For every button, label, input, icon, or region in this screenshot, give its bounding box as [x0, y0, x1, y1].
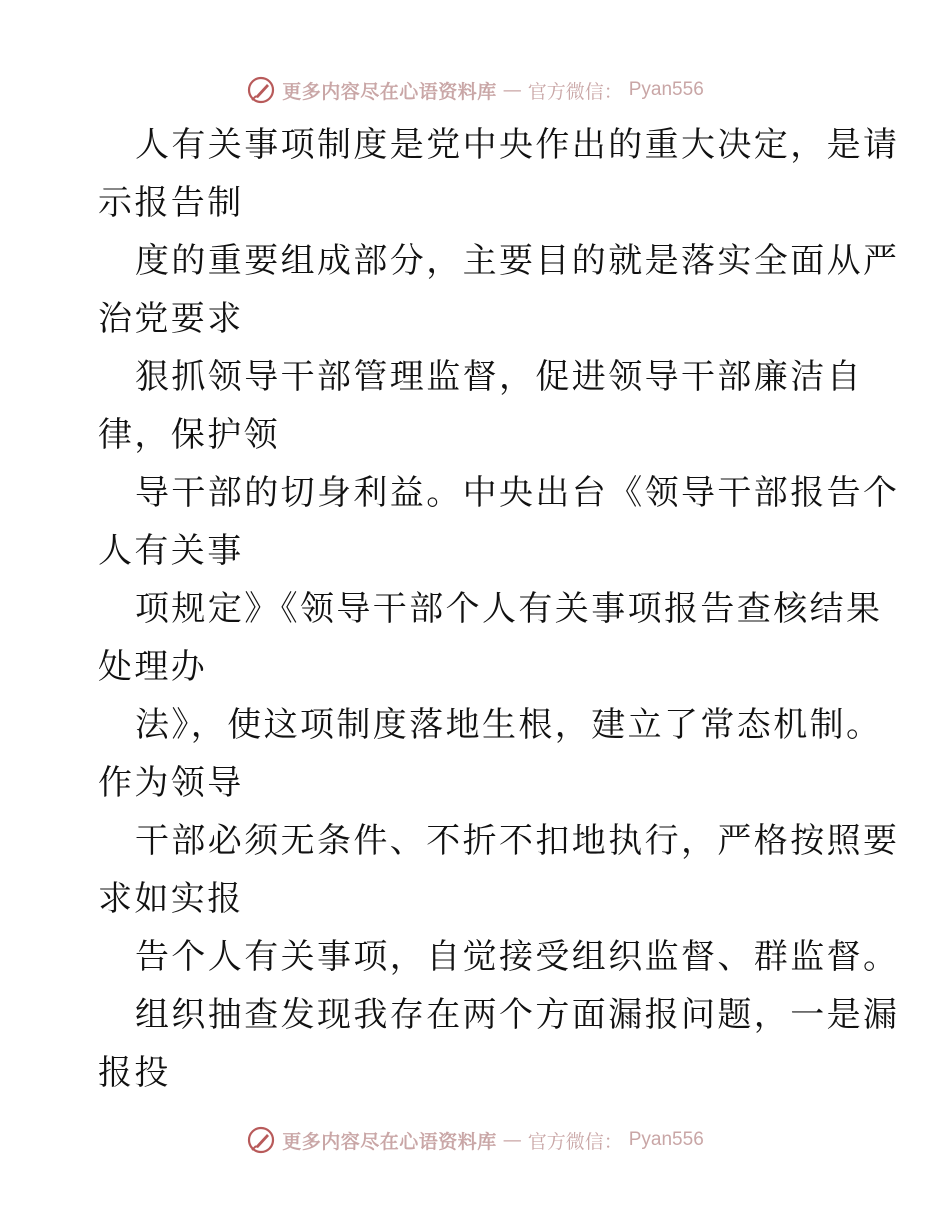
text-line: 律，保护领 [98, 415, 280, 455]
text-line: 处理办 [98, 647, 208, 687]
text-line: 度的重要组成部分，主要目的就是落实全面从严 [135, 241, 900, 281]
watermark-wechat-id: Pyan556 [628, 79, 704, 100]
footer-watermark [0, 1122, 950, 1158]
header-watermark [0, 72, 950, 108]
document-body [98, 116, 900, 1102]
text-line: 狠抓领导干部管理监督，促进领导干部廉洁自 [135, 357, 863, 397]
watermark-text: 更多内容尽在心语资料库 [282, 80, 497, 103]
watermark-wechat-id: Pyan556 [628, 1129, 704, 1150]
text-line: 导干部的切身利益。中央出台《领导干部报告个 [135, 473, 900, 513]
text-line: 作为领导 [98, 763, 244, 803]
text-line: 治党要求 [98, 299, 244, 339]
text-line: 项规定》《领导干部个人有关事项报告查核结果 [135, 589, 883, 629]
feather-pen-logo-icon [246, 75, 276, 105]
watermark-dash: — [502, 1129, 522, 1151]
text-line: 人有关事 [98, 531, 244, 571]
text-line: 干部必须无条件、不折不扣地执行，严格按照要 [135, 821, 900, 861]
watermark-dash: — [502, 79, 522, 101]
watermark-wechat-label: 官方微信： [527, 1130, 623, 1153]
text-line: 求如实报 [98, 879, 244, 919]
text-line: 报投 [98, 1053, 171, 1093]
text-line: 告个人有关事项，自觉接受组织监督、群监督。 [135, 937, 900, 977]
watermark-wechat-label: 官方微信： [527, 80, 623, 103]
watermark-text: 更多内容尽在心语资料库 [282, 1130, 497, 1153]
feather-pen-logo-icon [246, 1125, 276, 1155]
text-line: 法》，使这项制度落地生根，建立了常态机制。 [135, 705, 883, 745]
text-line: 组织抽查发现我存在两个方面漏报问题，一是漏 [135, 995, 900, 1035]
text-line: 示报告制 [98, 183, 244, 223]
text-line: 人有关事项制度是党中央作出的重大决定，是请 [135, 125, 900, 165]
